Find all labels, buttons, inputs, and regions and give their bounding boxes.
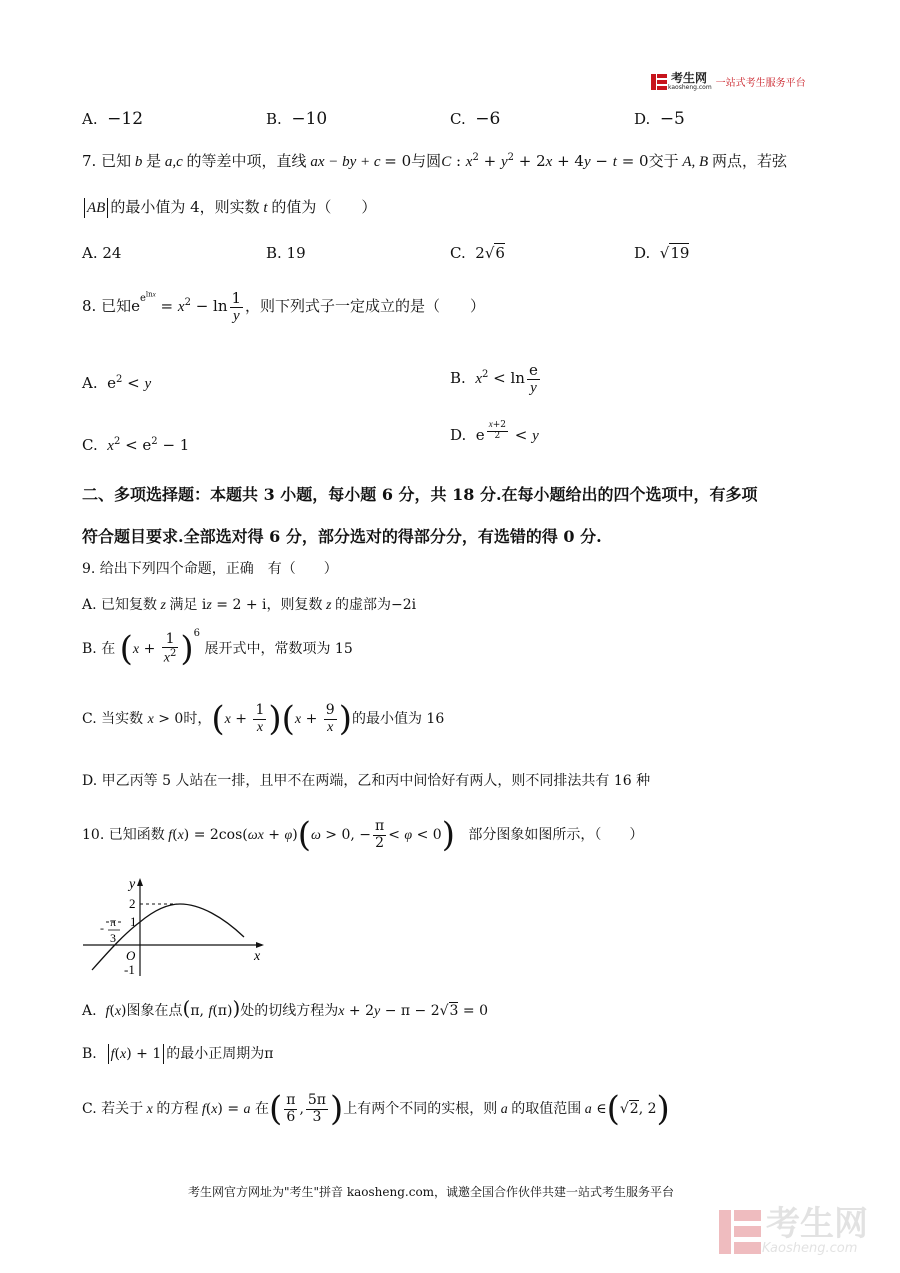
neg-pi-denominator: 3 <box>110 931 116 945</box>
q10-option-c: C. 若关于 x 的方程 f(x) = a 在( $\frac{\pi}{6}$ , $\frac{5\pi}{3}$ )上有两个不同的实根，则 a 的取值范围 a ∈(√2, 2) <box>82 1089 670 1129</box>
q10-stem: 10. 已知函数 f(x) = 2cos(ωx + φ)(ω > 0, − $\frac{\pi}{2}$ < φ < 0) 部分图象如图所示，（ ） <box>82 815 644 855</box>
y-axis-label: y <box>129 877 136 892</box>
watermark-logo-icon <box>718 1209 762 1255</box>
q10-option-b: B. f(x) + 1 的最小正周期为π <box>82 1046 274 1062</box>
tick-2-label: 2 <box>129 896 136 911</box>
q10-function-graph <box>78 872 278 982</box>
brand-name: 考生网 <box>671 71 708 85</box>
q6-option-c: C. −6 <box>450 109 501 129</box>
brand-logo-icon <box>650 73 668 91</box>
q6-option-d: D. −5 <box>634 109 685 129</box>
section2-title-line2: 符合题目要求.全部选对得 6 分，部分选对的得部分分，有选错的得 0 分. <box>82 527 602 546</box>
header-logo <box>650 72 806 91</box>
watermark <box>718 1204 868 1256</box>
brand-slogan: 一站式考生服务平台 <box>715 78 806 89</box>
q7-stem-line1: 7. 已知 b 是 a,c 的等差中项，直线 ax − by + c = 0与圆C : $x^2 + y^2 + 2x + 4y - t = 0$交于 A, B 两点，若弦 <box>82 152 787 170</box>
q7-stem-line2: AB 的最小值为 4，则实数 t 的值为（ ） <box>82 196 376 218</box>
q9-stem: 9. 给出下列四个命题，正确 有（ ） <box>82 561 338 577</box>
q7-option-b: B. 19 <box>266 244 306 262</box>
q9-option-c: C. 当实数 x > 0时，(x + $\frac{1}{x}$ )(x + $\frac{9}{x}$ )的最小值为 16 <box>82 699 445 739</box>
q10-option-a: A. f(x)图象在点(π, f(π))处的切线方程为x + 2y − π − 2√3 = 0 <box>82 996 489 1020</box>
neg-pi-numerator: π <box>110 915 117 929</box>
x-axis-label: x <box>254 949 261 964</box>
q7-option-c: C. 2√6 <box>450 244 505 262</box>
origin-label: O <box>126 948 136 963</box>
neg-pi-sign: - <box>100 921 104 935</box>
q9-option-a: A. 已知复数 z 满足 iz = 2 + i，则复数 z 的虚部为−2i <box>82 597 417 613</box>
q8-stem: 8. 已知$e^{e^{lnx}} = x^2 - \ln$ $\frac{1}{y}$ ，则下列式子一定成立的是（ ） <box>82 289 486 324</box>
tick-neg1-label: -1 <box>124 962 135 977</box>
q9-option-d: D. 甲乙丙等 5 人站在一排，且甲不在两端，乙和丙中间恰好有两人，则不同排法共有 16 种 <box>82 773 651 789</box>
brand-url: kaosheng.com <box>668 84 712 91</box>
q8-option-b: B. $x^2 < \ln$ $\frac{e}{y}$ <box>450 361 538 396</box>
q8-option-d: D. e $\frac{x+2}{2}$ < y <box>450 419 539 444</box>
q6-option-b: B. −10 <box>266 109 328 129</box>
watermark-url: Kaosheng.com <box>762 1241 858 1256</box>
q7-option-a: A. 24 <box>82 244 122 262</box>
q9-option-b: B. 在 (x + $\frac{1}{x^2}$ )$^6$ 展开式中，常数项为 15 <box>82 627 353 670</box>
q6-option-a: A. −12 <box>82 109 144 129</box>
footer-text: 考生网官方网址为"考生"拼音 kaosheng.com，诚邀全国合作伙伴共建一站式考生服务平台 <box>188 1185 675 1199</box>
watermark-brand: 考生网 <box>766 1204 868 1244</box>
y-axis-arrow-icon <box>137 878 143 886</box>
q8-option-a: A. $e^2 < y$ <box>82 374 152 392</box>
section2-title-line1: 二、多项选择题：本题共 3 小题，每小题 6 分，共 18 分.在每小题给出的四个选项中，有多项 <box>82 485 758 504</box>
q8-option-c: C. $x^2 < e^2 - 1$ <box>82 436 190 454</box>
q7-option-d: D. √19 <box>634 244 690 262</box>
tick-1-label: 1 <box>130 914 137 929</box>
x-axis-arrow-icon <box>256 942 264 948</box>
